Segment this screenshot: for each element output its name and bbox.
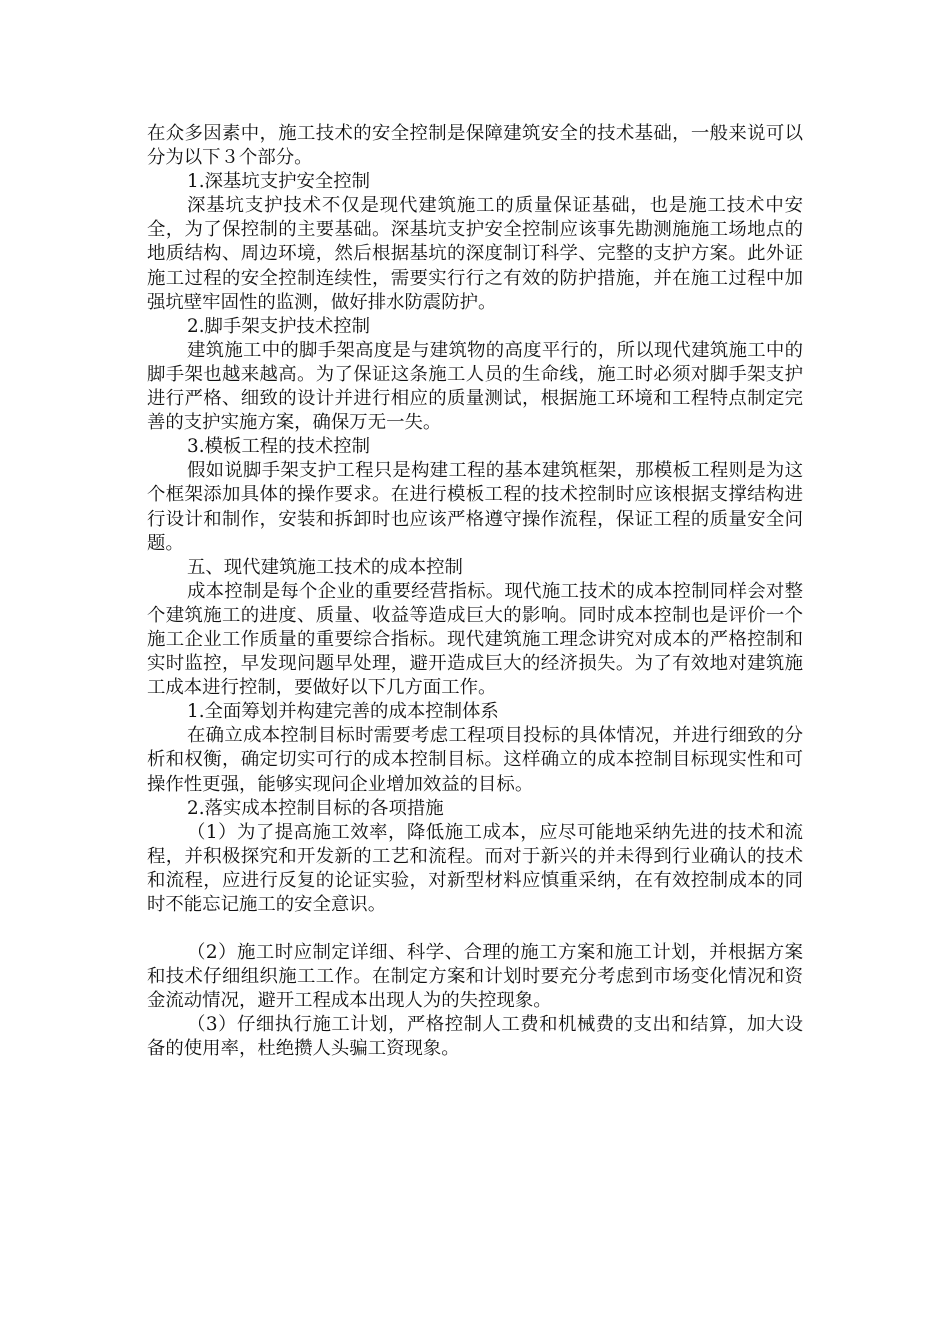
paragraph-scaffolding: 建筑施工中的脚手架高度是与建筑物的高度平行的，所以现代建筑施工中的脚手架也越来越高。为了保证这条施工人员的生命线，施工时必须对脚手架支护进行严格、细致的设计并进行相应的质量测试，根据施工环境和工程特点制定完善的支护实施方案，确保万无一失。 — [147, 339, 803, 434]
paragraph-formwork: 假如说脚手架支护工程只是构建工程的基本建筑框架，那模板工程则是为这个框架添加具体的操作要求。在进行模板工程的技术控制时应该根据支撑结构进行设计和制作，安装和拆卸时也应该严格遵守操作流程，保证工程的质量安全问题。 — [147, 460, 803, 554]
section-heading-formwork: 3.模板工程的技术控制 — [187, 436, 371, 458]
section-heading-cost-system: 1.全面筹划并构建完善的成本控制体系 — [187, 701, 499, 723]
intro-paragraph: 在众多因素中，施工技术的安全控制是保障建筑安全的技术基础，一般来说可以分为以下３个部分。 — [147, 123, 803, 169]
chapter-heading-cost-control: 五、现代建筑施工技术的成本控制 — [187, 556, 463, 578]
paragraph-cost-control: 成本控制是每个企业的重要经营指标。现代施工技术的成本控制同样会对整个建筑施工的进度、质量、收益等造成巨大的影响。同时成本控制也是评价一个施工企业工作质量的重要综合指标。现代建筑施工理念讲究对成本的严格控制和实时监控，早发现问题早处理，避开造成巨大的经济损失。为了有效地对建筑施工成本进行控制，要做好以下几方面工作。 — [147, 580, 803, 699]
paragraph-measure-2: （2）施工时应制定详细、科学、合理的施工方案和施工计划，并根据方案和技术仔细组织施工工作。在制定方案和计划时要充分考虑到市场变化情况和资金流动情况，避开工程成本出现人为的失控现象。 — [147, 942, 803, 1012]
section-heading-deep-foundation: 1.深基坑支护安全控制 — [187, 171, 371, 193]
paragraph-measure-1: （1）为了提高施工效率，降低施工成本，应尽可能地采纳先进的技术和流程，并积极探究和开发新的工艺和流程。而对于新兴的并未得到行业确认的技术和流程，应进行反复的论证实验，对新型材料应慎重采纳，在有效控制成本的同时不能忘记施工的安全意识。 — [147, 821, 803, 915]
section-heading-cost-measures: 2.落实成本控制目标的各项措施 — [187, 797, 444, 819]
section-heading-scaffolding: 2.脚手架支护技术控制 — [187, 315, 371, 337]
paragraph-cost-system: 在确立成本控制目标时需要考虑工程项目投标的具体情况，并进行细致的分析和权衡，确定切实可行的成本控制目标。这样确立的成本控制目标现实性和可操作性更强，能够实现问企业增加效益的目标。 — [147, 725, 803, 795]
document-body — [147, 122, 803, 1062]
paragraph-deep-foundation: 深基坑支护技术不仅是现代建筑施工的质量保证基础，也是施工技术中安全，为了保控制的主要基础。深基坑支护安全控制应该事先勘测施施工场地点的地质结构、周边环境，然后根据基坑的深度制订科学、完整的支护方案。此外证施工过程的安全控制连续性，需要实行行之有效的防护措施，并在施工过程中加强坑壁牢固性的监测，做好排水防震防护。 — [147, 195, 803, 313]
paragraph-measure-3: （3）仔细执行施工计划，严格控制人工费和机械费的支出和结算，加大设备的使用率，杜绝攒人头骗工资现象。 — [147, 1014, 803, 1060]
